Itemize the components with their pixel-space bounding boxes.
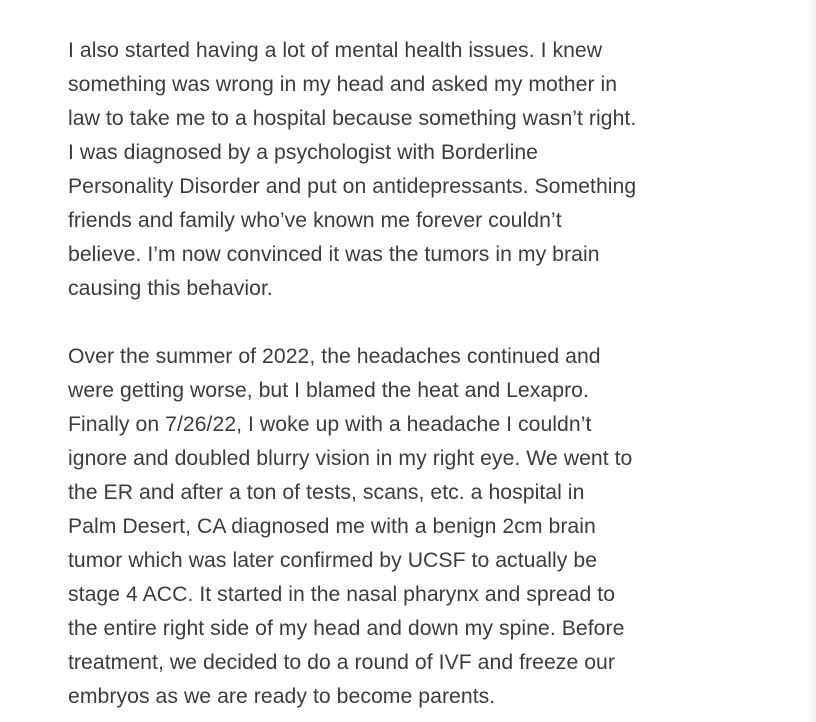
text-line: ignore and doubled blurry vision in my right eye. We went to [68, 447, 633, 470]
text-line: friends and family who’ve known me forever couldn’t [68, 209, 562, 232]
text-line: something was wrong in my head and asked my mother in [68, 73, 618, 96]
text-line: Over the summer of 2022, the headaches continued and [68, 345, 601, 368]
text-line: were getting worse, but I blamed the heat and Lexapro. [68, 379, 589, 402]
paragraph-diagnosis [68, 340, 798, 714]
text-line: stage 4 ACC. It started in the nasal pharynx and spread to [68, 583, 616, 606]
page-edge-shadow [806, 0, 816, 722]
text-line: law to take me to a hospital because something wasn’t right. [68, 107, 637, 130]
text-line: I was diagnosed by a psychologist with Borderline [68, 141, 539, 164]
text-line: the entire right side of my head and down my spine. Before [68, 617, 625, 640]
text-line: embryos as we are ready to become parents. [68, 685, 496, 708]
text-line: I also started having a lot of mental health issues. I knew [68, 39, 603, 62]
text-line: Palm Desert, CA diagnosed me with a benign 2cm brain [68, 515, 596, 538]
text-line: Finally on 7/26/22, I woke up with a headache I couldn’t [68, 413, 592, 436]
paragraph-mental-health [68, 34, 798, 306]
text-line: tumor which was later confirmed by UCSF to actually be [68, 549, 598, 572]
text-line: causing this behavior. [68, 277, 273, 300]
text-line: Personality Disorder and put on antidepressants. Something [68, 175, 637, 198]
text-line: believe. I’m now convinced it was the tumors in my brain [68, 243, 600, 266]
text-line: treatment, we decided to do a round of IVF and freeze our [68, 651, 615, 674]
text-line: the ER and after a ton of tests, scans, etc. a hospital in [68, 481, 585, 504]
